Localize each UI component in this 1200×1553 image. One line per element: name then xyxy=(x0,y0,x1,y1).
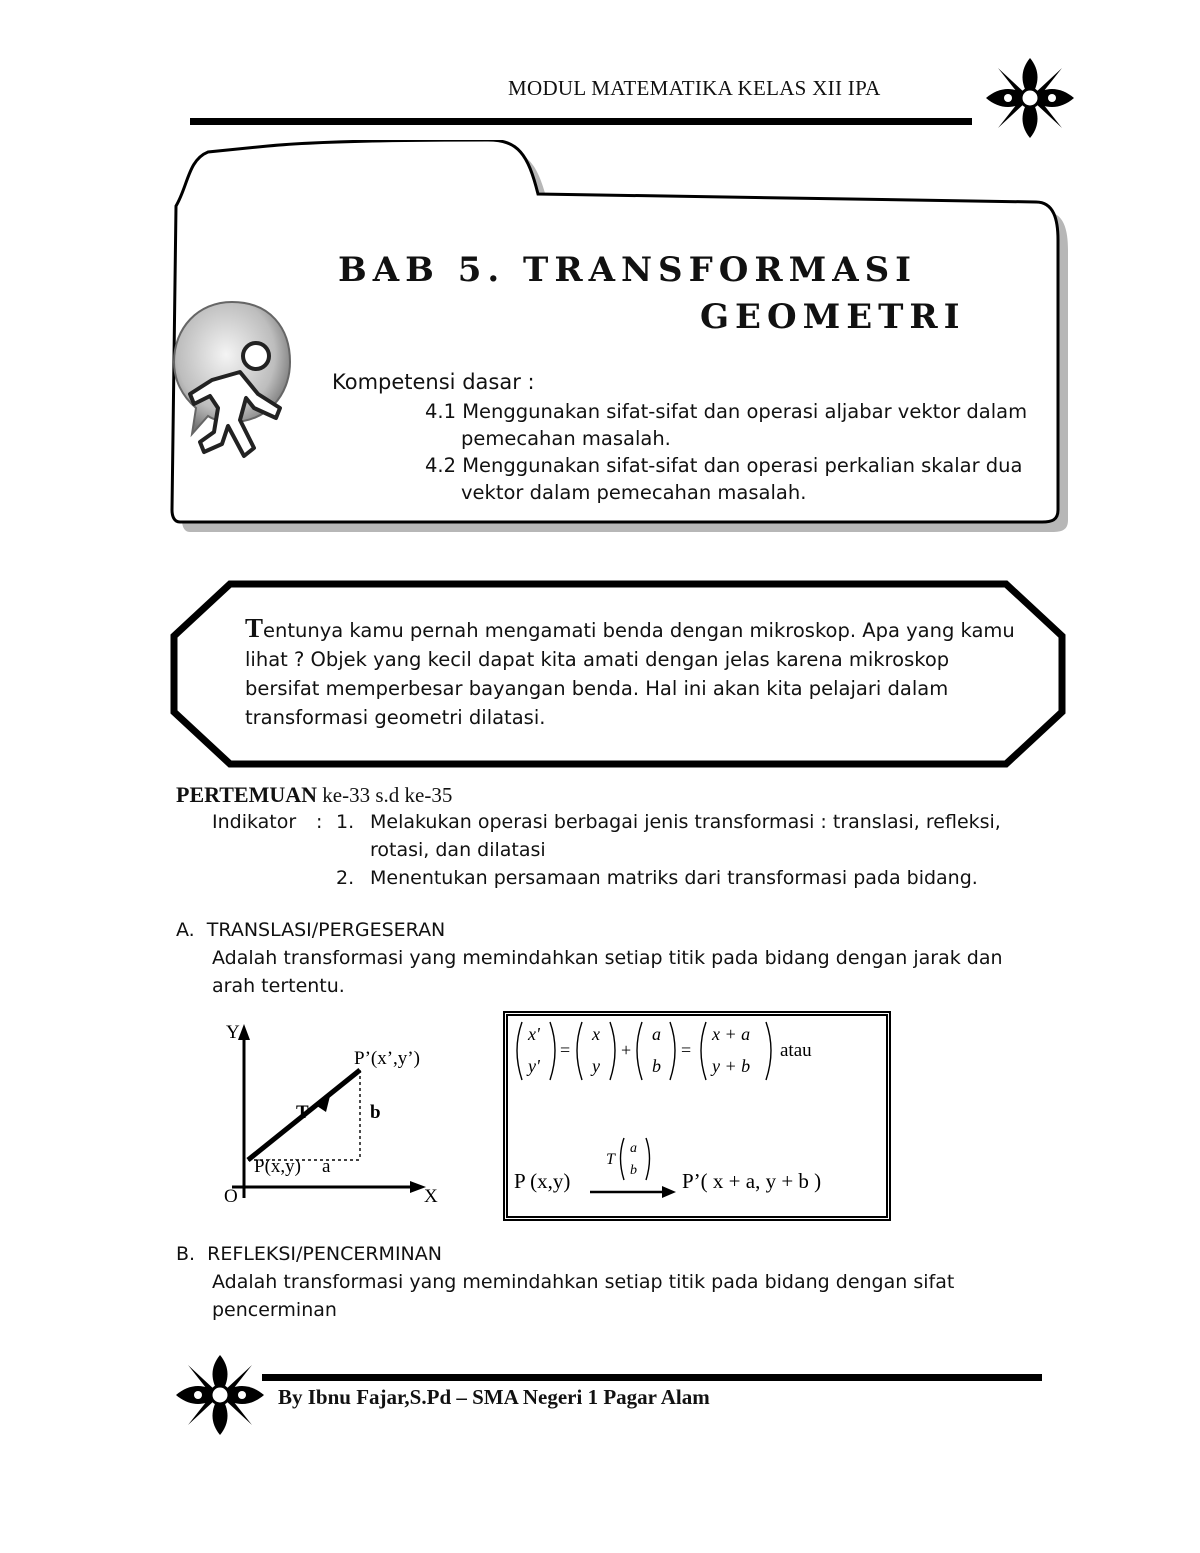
vector-t-label: T xyxy=(296,1102,309,1123)
map-t-symbol: T xyxy=(606,1151,615,1168)
kompetensi-label: Kompetensi dasar : xyxy=(332,370,535,394)
y-axis-label: Y xyxy=(226,1022,240,1043)
x-plus-a-symbol: x + a xyxy=(712,1024,751,1044)
ornament-top-icon xyxy=(982,55,1078,141)
yp-symbol: y' xyxy=(528,1056,540,1076)
module-header-title: MODUL MATEMATIKA KELAS XII IPA xyxy=(508,76,881,100)
map-t-b: b xyxy=(630,1163,637,1178)
meeting-heading xyxy=(176,782,452,808)
equals-sign: = xyxy=(681,1040,692,1060)
indikator-line: rotasi, dan dilatasi xyxy=(370,839,546,861)
meeting-label: PERTEMUAN xyxy=(176,782,318,807)
meeting-range: ke-33 s.d ke-35 xyxy=(322,783,453,807)
indikator-label: Indikator xyxy=(212,811,297,833)
section-b-description xyxy=(212,1268,954,1324)
map-to-label: P’( x + a, y + b ) xyxy=(682,1169,822,1193)
ornament-bottom-icon xyxy=(172,1352,268,1438)
intro-paragraph xyxy=(245,614,1015,732)
intro-line: transformasi geometri dilatasi. xyxy=(245,706,546,729)
translation-diagram xyxy=(218,1012,458,1212)
drop-cap: T xyxy=(245,613,264,643)
footer-rule xyxy=(262,1374,1042,1381)
indikator-item xyxy=(370,864,978,892)
kompetensi-item-line: 4.2 Menggunakan sifat-sifat dan operasi perkalian skalar dua xyxy=(425,454,1023,477)
xp-symbol: x' xyxy=(528,1024,540,1044)
map-from-label: P (x,y) xyxy=(514,1169,571,1193)
chapter-title-line1: BAB 5. TRANSFORMASI xyxy=(338,250,918,290)
point-p-label: P(x,y) xyxy=(254,1156,301,1177)
b-symbol: b xyxy=(652,1056,661,1076)
section-a-heading: A. TRANSLASI/PERGESERAN xyxy=(176,919,446,941)
chapter-title-line2: GEOMETRI xyxy=(700,297,966,337)
indikator-item xyxy=(370,808,1001,864)
b-label: b xyxy=(370,1102,381,1123)
y-symbol: y xyxy=(592,1056,600,1076)
header-rule xyxy=(190,118,972,125)
indikator-num: 1. xyxy=(336,811,355,833)
origin-label: O xyxy=(224,1186,238,1207)
section-a-description xyxy=(212,944,1003,1000)
description-line: arah tertentu. xyxy=(212,975,345,997)
description-line: Adalah transformasi yang memindahkan setiap titik pada bidang dengan jarak dan xyxy=(212,947,1003,969)
indikator-num: 2. xyxy=(336,867,355,889)
atau-label: atau xyxy=(780,1040,812,1061)
running-person-icon xyxy=(170,298,296,466)
intro-line: lihat ? Objek yang kecil dapat kita amati dengan jelas karena mikroskop xyxy=(245,648,950,671)
description-line: Adalah transformasi yang memindahkan setiap titik pada bidang dengan sifat xyxy=(212,1271,955,1293)
a-symbol: a xyxy=(652,1024,661,1044)
kompetensi-item xyxy=(425,398,1027,452)
a-label: a xyxy=(322,1156,331,1177)
equals-sign: = xyxy=(560,1040,571,1060)
kompetensi-item-line: pemecahan masalah. xyxy=(461,427,671,450)
kompetensi-item-line: vektor dalam pemecahan masalah. xyxy=(461,481,807,504)
kompetensi-item-line: 4.1 Menggunakan sifat-sifat dan operasi aljabar vektor dalam xyxy=(425,400,1028,423)
section-b-heading: B. REFLEKSI/PENCERMINAN xyxy=(176,1243,442,1265)
indikator-colon: : xyxy=(316,811,323,833)
indikator-line: Menentukan persamaan matriks dari transformasi pada bidang. xyxy=(370,867,978,889)
y-plus-b-symbol: y + b xyxy=(712,1056,751,1076)
intro-line: bersifat memperbesar bayangan benda. Hal ini akan kita pelajari dalam xyxy=(245,677,949,700)
kompetensi-item xyxy=(425,452,1022,506)
x-axis-label: X xyxy=(424,1186,438,1207)
map-t-a: a xyxy=(630,1141,637,1156)
footer-credit: By Ibnu Fajar,S.Pd – SMA Negeri 1 Pagar Alam xyxy=(278,1385,710,1409)
x-symbol: x xyxy=(592,1024,600,1044)
formula-box xyxy=(500,1008,894,1226)
intro-line: entunya kamu pernah mengamati benda dengan mikroskop. Apa yang kamu xyxy=(263,619,1015,642)
point-p-prime-label: P’(x’,y’) xyxy=(354,1048,420,1069)
indikator-line: Melakukan operasi berbagai jenis transformasi : translasi, refleksi, xyxy=(370,811,1001,833)
description-line: pencerminan xyxy=(212,1299,337,1321)
plus-sign: + xyxy=(621,1040,632,1060)
